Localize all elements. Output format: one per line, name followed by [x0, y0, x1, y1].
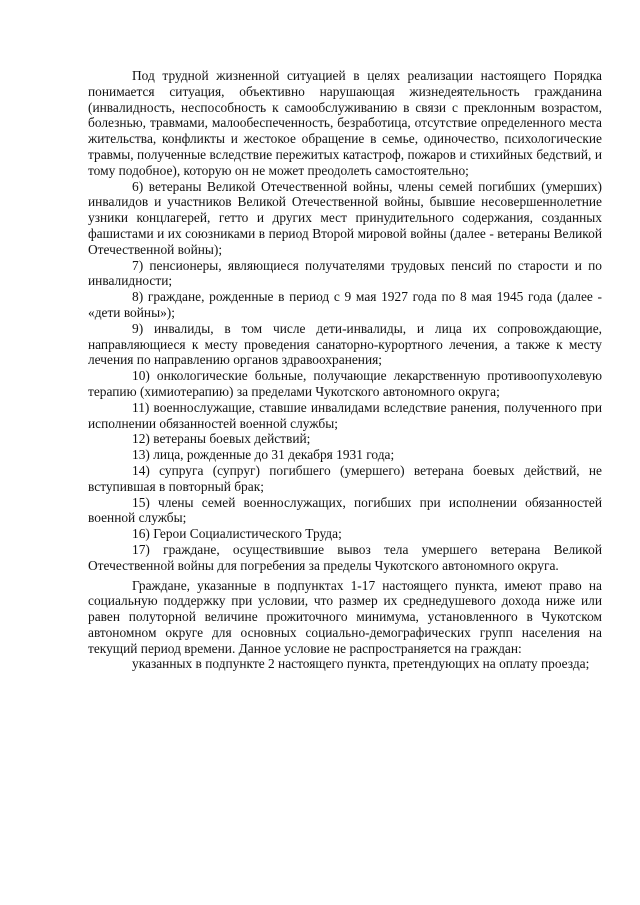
list-item-11: 11) военнослужащие, ставшие инвалидами вследствие ранения, полученного при исполнении обязанностей военной службы;	[88, 399, 602, 431]
list-item-17: 17) граждане, осуществившие вывоз тела умершего ветерана Великой Отечественной войны для погребения за пределы Чукотского автономного округа.	[88, 541, 602, 573]
paragraph-difficult-situation: Под трудной жизненной ситуацией в целях реализации настоящего Порядка понимается ситуация, объективно нарушающая жизнедеятельность гражданина (инвалидность, неспособность к самообслуживанию в связи с преклонным возрастом, болезнью, травмами, малообеспеченность, безработица, отсутствие определенного места жительства, конфликты и жестокое обращение в семье, одиночество, психологические травмы, полученные вследствие пережитых катастроф, пожаров и стихийных бедствий, и тому подобное), которую он не может преодолеть самостоятельно;	[88, 68, 602, 178]
list-item-15: 15) члены семей военнослужащих, погибших при исполнении обязанностей военной службы;	[88, 494, 602, 526]
list-item-8: 8) граждане, рожденные в период с 9 мая 1927 года по 8 мая 1945 года (далее - «дети войны»);	[88, 289, 602, 320]
list-item-16: 16) Герои Социалистического Труда;	[132, 526, 342, 542]
list-item-9: 9) инвалиды, в том числе дети-инвалиды, и лица их сопровождающие, направляющиеся к месту проведения санаторно-курортного лечения, а также к месту лечения по направлению органов здравоохранения;	[88, 320, 602, 368]
list-item-10: 10) онкологические больные, получающие лекарственную противоопухолевую терапию (химиотерапию) за пределами Чукотского автономного округа;	[88, 368, 602, 399]
list-item-6: 6) ветераны Великой Отечественной войны, члены семей погибших (умерших) инвалидов и участников Великой Отечественной войны, бывшие несовершеннолетние узники концлагерей, гетто и других мест принудительного содержания, созданных фашистами и их союзниками в период Второй мировой войны (далее - ветераны Великой Отечественной войны);	[88, 178, 602, 257]
document-body	[88, 68, 602, 672]
list-item-12: 12) ветераны боевых действий;	[132, 431, 311, 447]
paragraph-income-condition: Граждане, указанные в подпунктах 1-17 настоящего пункта, имеют право на социальную поддержку при условии, что размер их среднедушевого дохода ниже или равен полуторной величине прожиточного минимума, установленного в Чукотском автономном округе для основных социально-демографических групп населения на текущий период времени. Данное условие не распространяется на граждан:	[88, 577, 602, 656]
paragraph-exception: указанных в подпункте 2 настоящего пункта, претендующих на оплату проезда;	[132, 656, 590, 672]
list-item-7: 7) пенсионеры, являющиеся получателями трудовых пенсий по старости и по инвалидности;	[88, 257, 602, 289]
list-item-13: 13) лица, рожденные до 31 декабря 1931 года;	[132, 447, 395, 463]
list-item-14: 14) супруга (супруг) погибшего (умершего) ветерана боевых действий, не вступившая в повторный брак;	[88, 462, 602, 494]
